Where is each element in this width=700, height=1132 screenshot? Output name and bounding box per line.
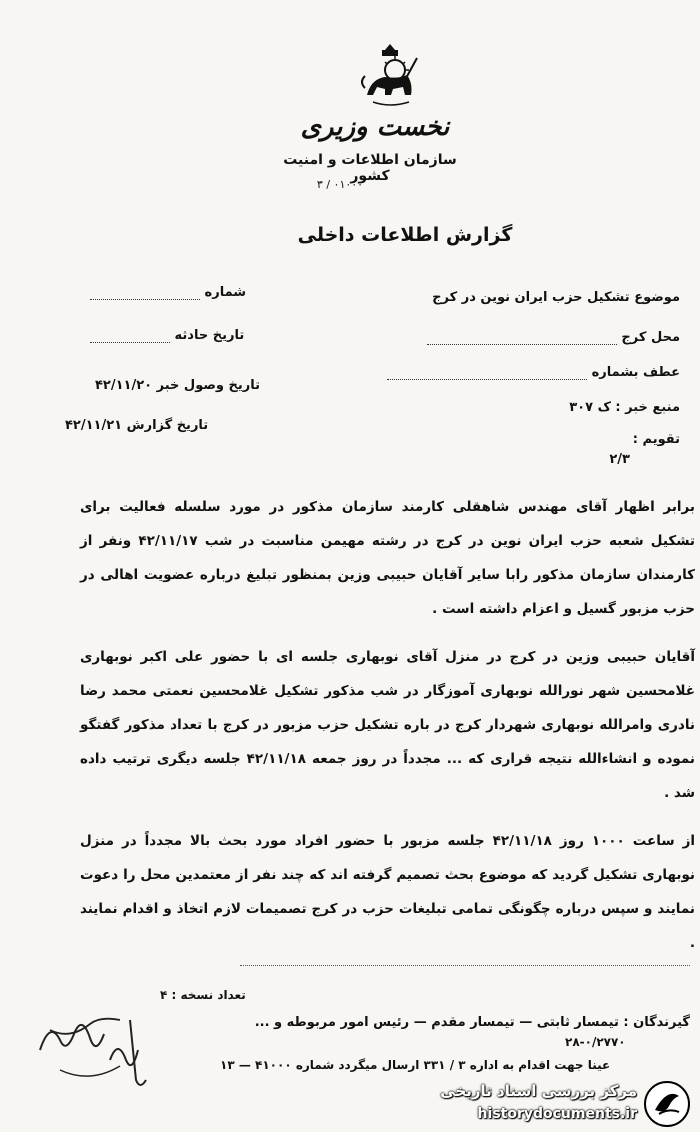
archive-logo-icon (643, 1080, 691, 1128)
receipt-date-label: تاریخ وصول خبر (156, 378, 261, 393)
place-field (427, 330, 680, 345)
recipients-line: گیرندگان : تیمسار ثابتی — تیمسار مقدم — رئیس امور مربوطه و ... (254, 1015, 690, 1030)
source-value: ک ۳۰۷ (569, 400, 611, 415)
body-paragraph: برابر اظهار آقای مهندس شاهقلی کارمند سازمان مذکور در مورد سلسله فعالیت برای تشکیل شعبه حزب ایران نوین در کرج در رشته مهیمن مناسبت در شب ۴۲/۱۱/۱۷ ونفر از کارمندان سازمان مذکور رابا سایر آقایان حبیبی وزین بمنظور تبلیغ درباره عضویت اهالی در حزب مزبور گسیل و اعزام داشته است . (80, 499, 695, 617)
separator-line (240, 965, 690, 967)
report-date-field (65, 418, 208, 433)
number-field (90, 285, 246, 300)
organization-line1: نخست وزیری (300, 112, 450, 142)
watermark-site-name: مرکز بررسی اسناد تاریخی (440, 1082, 637, 1100)
subject-value: تشکیل حزب ایران نوین در کرج (432, 290, 630, 305)
handwritten-signature-icon (20, 990, 170, 1100)
source-label: منبع خبر (625, 400, 680, 415)
subject-label: موضوع (634, 290, 680, 305)
report-title: گزارش اطلاعات داخلی (297, 224, 513, 246)
receipt-date-value: ۴۲/۱۱/۲۰ (95, 378, 153, 393)
site-watermark (430, 1080, 695, 1130)
rating-value: ۲/۳ (609, 452, 630, 467)
report-date-label: تاریخ گزارش (126, 418, 209, 433)
subject-field (432, 290, 680, 305)
copies-value: ۴ (160, 988, 168, 1002)
lion-and-sun-emblem-icon (355, 40, 425, 110)
report-body (80, 490, 695, 974)
place-label: محل (650, 330, 680, 345)
rating-field: تقویم : (632, 432, 680, 447)
place-value: کرج (621, 330, 647, 345)
reference-label: عطف بشماره (591, 365, 680, 380)
number-label: شماره (204, 285, 247, 300)
report-date-value: ۴۲/۱۱/۲۱ (65, 418, 123, 433)
receipt-date-field (95, 378, 260, 393)
copies-count (160, 988, 246, 1002)
document-number: ۲۸-۰/۲۷۷۰ (565, 1035, 626, 1049)
watermark-site-url: historydocuments.ir (477, 1106, 637, 1122)
incident-date-field (90, 328, 244, 343)
action-line: عینا جهت اقدام به اداره ۳ / ۳۳۱ ارسال میگردد شماره ۴۱۰۰۰ — ۱۳ (220, 1058, 611, 1072)
body-paragraph: آقایان حبیبی وزین در کرج در منزل آقای نوبهاری جلسه ای با حضور علی اکبر نوبهاری غلامحسین شهر نورالله نوبهاری آموزگار در شب مذکور تشکیل غلامحسین نعمتی محمد رضا نادری وامرالله نوبهاری شهردار کرج در باره تشکیل حزب مزبور در کرج با تعداد مذکور گفتگو نموده و انشاءالله نتیجه قراری که ... مجدداً در روز جمعه ۴۲/۱۱/۱۸ جلسه دیگری ترتیب داده شد . (80, 649, 695, 801)
copies-label: تعداد نسخه : (171, 988, 246, 1002)
body-paragraph: از ساعت ۱۰۰۰ روز ۴۲/۱۱/۱۸ جلسه مزبور با حضور افراد مورد بحث بالا مجدداً در منزل نوبهاری تشکیل گردید که موضوع بحث تصمیم گرفته اند که چند نفر از معتمدین محل را دعوت نمایند و سپس درباره چگونگی تمامی تبلیغات حزب در کرج تصمیمات لازم اتخاذ و اقدام نمایند . (80, 833, 695, 951)
organization-code: ۳ / ۰۱۰۰۰ (316, 178, 364, 191)
reference-field (387, 365, 680, 380)
incident-date-label: تاریخ حادثه (174, 328, 245, 343)
source-field: منبع خبر : ک ۳۰۷ (569, 400, 680, 415)
organization-line2: سازمان اطلاعات و امنیت کشور (283, 152, 457, 184)
rating-label: تقویم (642, 432, 680, 447)
